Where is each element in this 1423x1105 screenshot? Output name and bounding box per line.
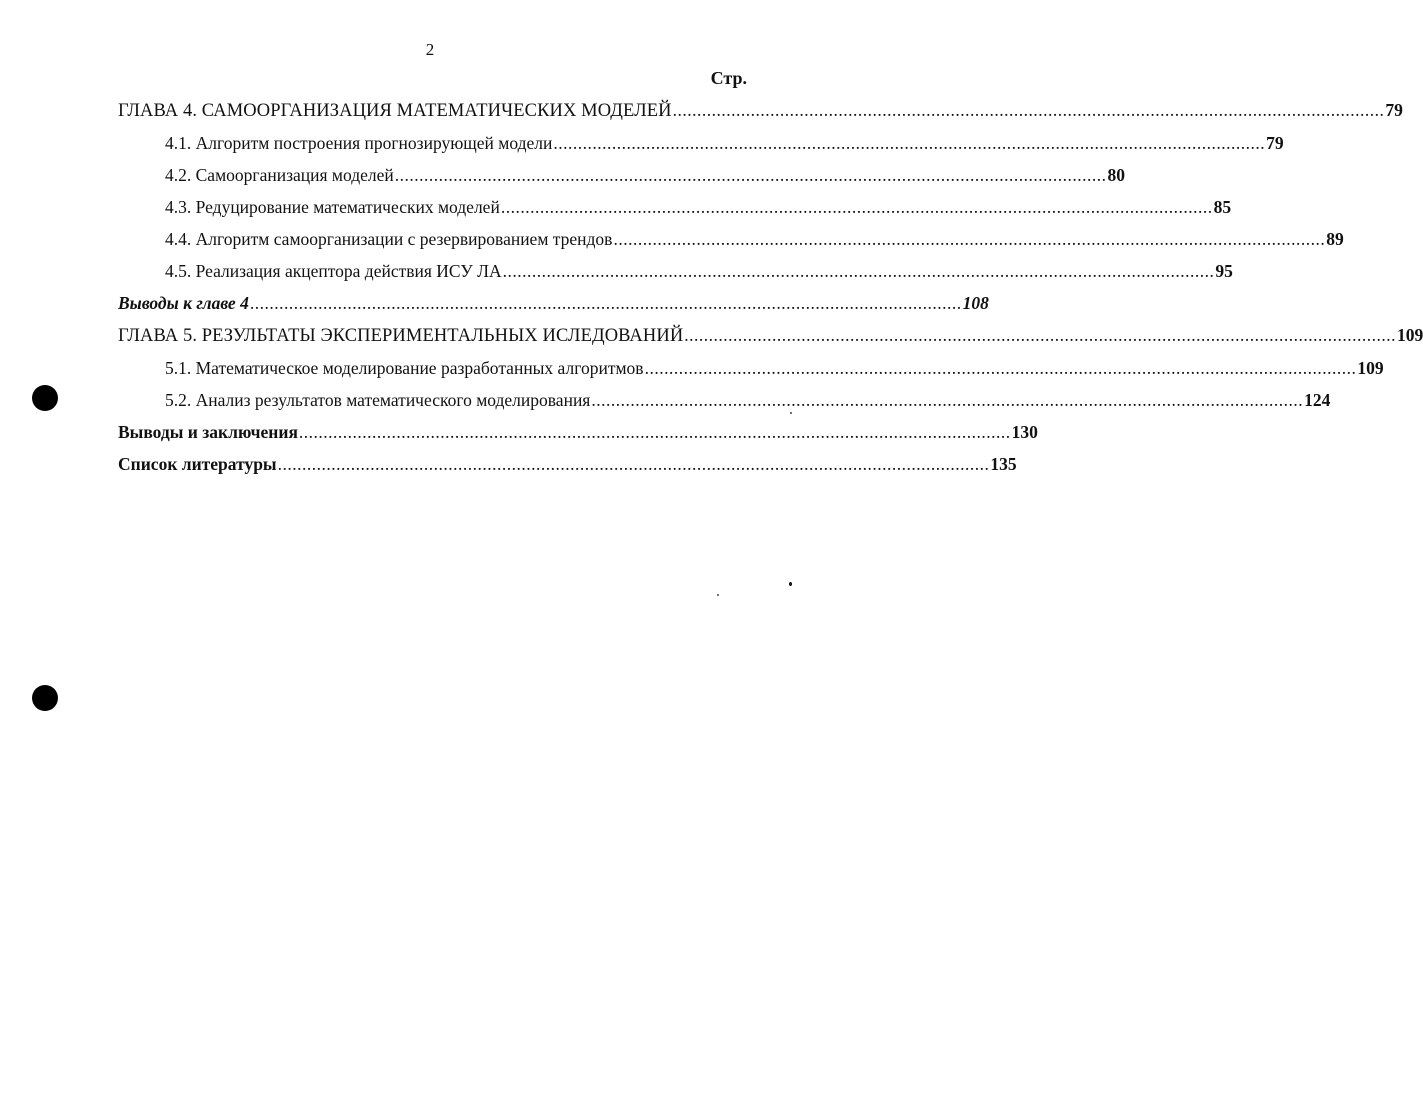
toc-entry-page: 80 (1107, 165, 1126, 185)
toc-entry-label: 4.1. Алгоритм построения прогнозирующей модели (165, 133, 553, 153)
toc-entry-chapter-5 (118, 323, 1423, 347)
toc-entry-references (118, 452, 1017, 476)
toc-entry-label: ГЛАВА 4. САМООРГАНИЗАЦИЯ МАТЕМАТИЧЕСКИХ МОДЕЛЕЙ (118, 101, 672, 121)
toc-entry-page: 108 (962, 293, 989, 313)
scan-speck (790, 412, 792, 414)
page-column-header: Стр. (710, 68, 747, 88)
dot-leader: .................................................................................................................................................. (644, 358, 1357, 378)
binder-hole-lower (32, 685, 58, 711)
dot-leader: .................................................................................................................................................. (249, 293, 962, 313)
dot-leader: .................................................................................................................................................. (613, 229, 1326, 249)
dot-leader: .................................................................................................................................................. (553, 133, 1266, 153)
dot-leader: .................................................................................................................................................. (672, 100, 1385, 120)
dot-leader: .................................................................................................................................................. (500, 197, 1213, 217)
toc-entry-page: 109 (1357, 358, 1384, 378)
toc-entry-label: Список литературы (118, 454, 277, 474)
toc-entry-4-5 (165, 259, 1233, 283)
toc-entry-label: 4.3. Редуцирование математических моделей (165, 197, 500, 217)
toc-entry-page: 85 (1213, 197, 1232, 217)
toc-entry-4-3 (165, 195, 1232, 219)
scan-speck (789, 582, 792, 586)
toc-entry-4-1 (165, 131, 1284, 155)
dot-leader: .................................................................................................................................................. (591, 390, 1304, 410)
dot-leader: .................................................................................................................................................. (277, 454, 990, 474)
binder-hole-upper (32, 385, 58, 411)
scan-speck (717, 594, 719, 596)
toc-entry-page: 135 (990, 454, 1017, 474)
toc-entry-label: 4.2. Самоорганизация моделей (165, 165, 394, 185)
toc-entry-conclusions-chapter-4 (118, 291, 989, 315)
toc-entry-label: 4.5. Реализация акцептора действия ИСУ ЛА (165, 261, 502, 281)
toc-entry-page: 95 (1215, 261, 1233, 281)
toc-entry-5-1 (165, 356, 1384, 380)
toc-entry-page: 79 (1385, 100, 1403, 120)
toc-entry-page: 89 (1326, 229, 1344, 249)
toc-entry-5-2 (165, 388, 1331, 412)
toc-entry-label: Выводы и заключения (118, 422, 298, 442)
toc-entry-chapter-4 (118, 98, 1403, 122)
toc-entry-conclusions (118, 420, 1038, 444)
dot-leader: .................................................................................................................................................. (394, 165, 1107, 185)
toc-entry-page: 109 (1397, 325, 1423, 345)
toc-entry-4-2 (165, 163, 1126, 187)
dot-leader: .................................................................................................................................................. (684, 325, 1397, 345)
toc-entry-label: 5.2. Анализ результатов математического моделирования (165, 390, 591, 410)
dot-leader: .................................................................................................................................................. (298, 422, 1011, 442)
toc-entry-page: 124 (1304, 390, 1331, 410)
dot-leader: .................................................................................................................................................. (502, 261, 1215, 281)
page-number: 2 (425, 40, 435, 59)
toc-entry-label: 5.1. Математическое моделирование разработанных алгоритмов (165, 358, 644, 378)
toc-entry-label: Выводы к главе 4 (118, 293, 249, 313)
toc-entry-page: 130 (1011, 422, 1038, 442)
toc-entry-4-4 (165, 227, 1344, 251)
toc-entry-label: 4.4. Алгоритм самоорганизации с резервированием трендов (165, 229, 613, 249)
toc-entry-label: ГЛАВА 5. РЕЗУЛЬТАТЫ ЭКСПЕРИМЕНТАЛЬНЫХ ИСЛЕДОВАНИЙ (118, 326, 684, 346)
toc-entry-page: 79 (1266, 133, 1284, 153)
